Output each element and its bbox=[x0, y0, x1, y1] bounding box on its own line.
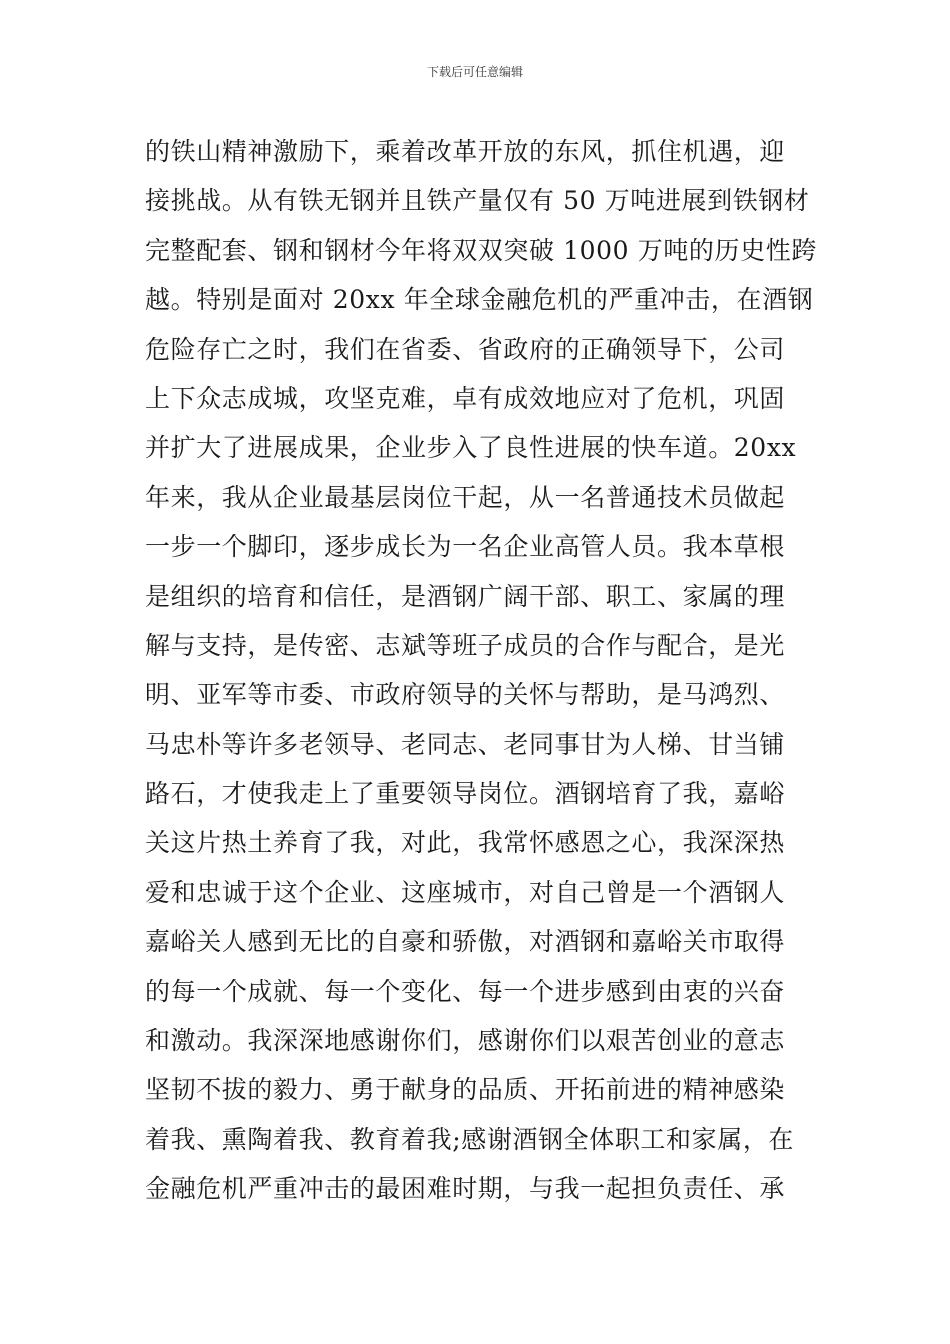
body-line: 坚韧不拔的毅力、勇于献身的品质、开拓前进的精神感染 bbox=[145, 1075, 786, 1105]
body-line: 年来，我从企业最基层岗位干起，从一名普通技术员做起 bbox=[145, 482, 786, 512]
body-line: 危险存亡之时，我们在省委、省政府的正确领导下，公司 bbox=[145, 334, 786, 364]
body-line: 明、亚军等市委、市政府领导的关怀与帮助，是马鸿烈、 bbox=[145, 680, 786, 710]
body-line: 完整配套、钢和钢材今年将双双突破 1000 万吨的历史性跨 bbox=[145, 235, 817, 265]
body-line: 着我、熏陶着我、教育着我;感谢酒钢全体职工和家属，在 bbox=[145, 1124, 795, 1154]
body-line: 金融危机严重冲击的最困难时期，与我一起担负责任、承 bbox=[145, 1174, 786, 1204]
body-line: 和激动。我深深地感谢你们，感谢你们以艰苦创业的意志 bbox=[145, 1026, 786, 1056]
body-line: 的每一个成就、每一个变化、每一个进步感到由衷的兴奋 bbox=[145, 976, 786, 1006]
body-line: 并扩大了进展成果，企业步入了良性进展的快车道。20xx bbox=[145, 433, 797, 463]
body-line: 路石，才使我走上了重要领导岗位。酒钢培育了我，嘉峪 bbox=[145, 779, 786, 809]
body-text bbox=[145, 127, 815, 1214]
body-line: 关这片热土养育了我，对此，我常怀感恩之心，我深深热 bbox=[145, 828, 786, 858]
body-line: 上下众志成城，攻坚克难，卓有成效地应对了危机，巩固 bbox=[145, 383, 786, 413]
body-line: 一步一个脚印，逐步成长为一名企业高管人员。我本草根 bbox=[145, 532, 786, 562]
body-line: 接挑战。从有铁无钢并且铁产量仅有 50 万吨进展到铁钢材 bbox=[145, 186, 810, 216]
body-line: 解与支持，是传密、志斌等班子成员的合作与配合，是光 bbox=[145, 630, 786, 660]
page-header: 下载后可任意编辑 bbox=[426, 65, 523, 79]
body-line: 马忠朴等许多老领导、老同志、老同事甘为人梯、甘当铺 bbox=[145, 729, 786, 759]
body-line: 爱和忠诚于这个企业、这座城市，对自己曾是一个酒钢人 bbox=[145, 877, 786, 907]
body-line: 是组织的培育和信任，是酒钢广阔干部、职工、家属的理 bbox=[145, 581, 786, 611]
body-line: 嘉峪关人感到无比的自豪和骄傲，对酒钢和嘉峪关市取得 bbox=[145, 927, 786, 957]
body-line: 的铁山精神激励下，乘着改革开放的东风，抓住机遇，迎 bbox=[145, 137, 786, 166]
body-line: 越。特别是面对 20xx 年全球金融危机的严重冲击，在酒钢 bbox=[145, 285, 814, 315]
